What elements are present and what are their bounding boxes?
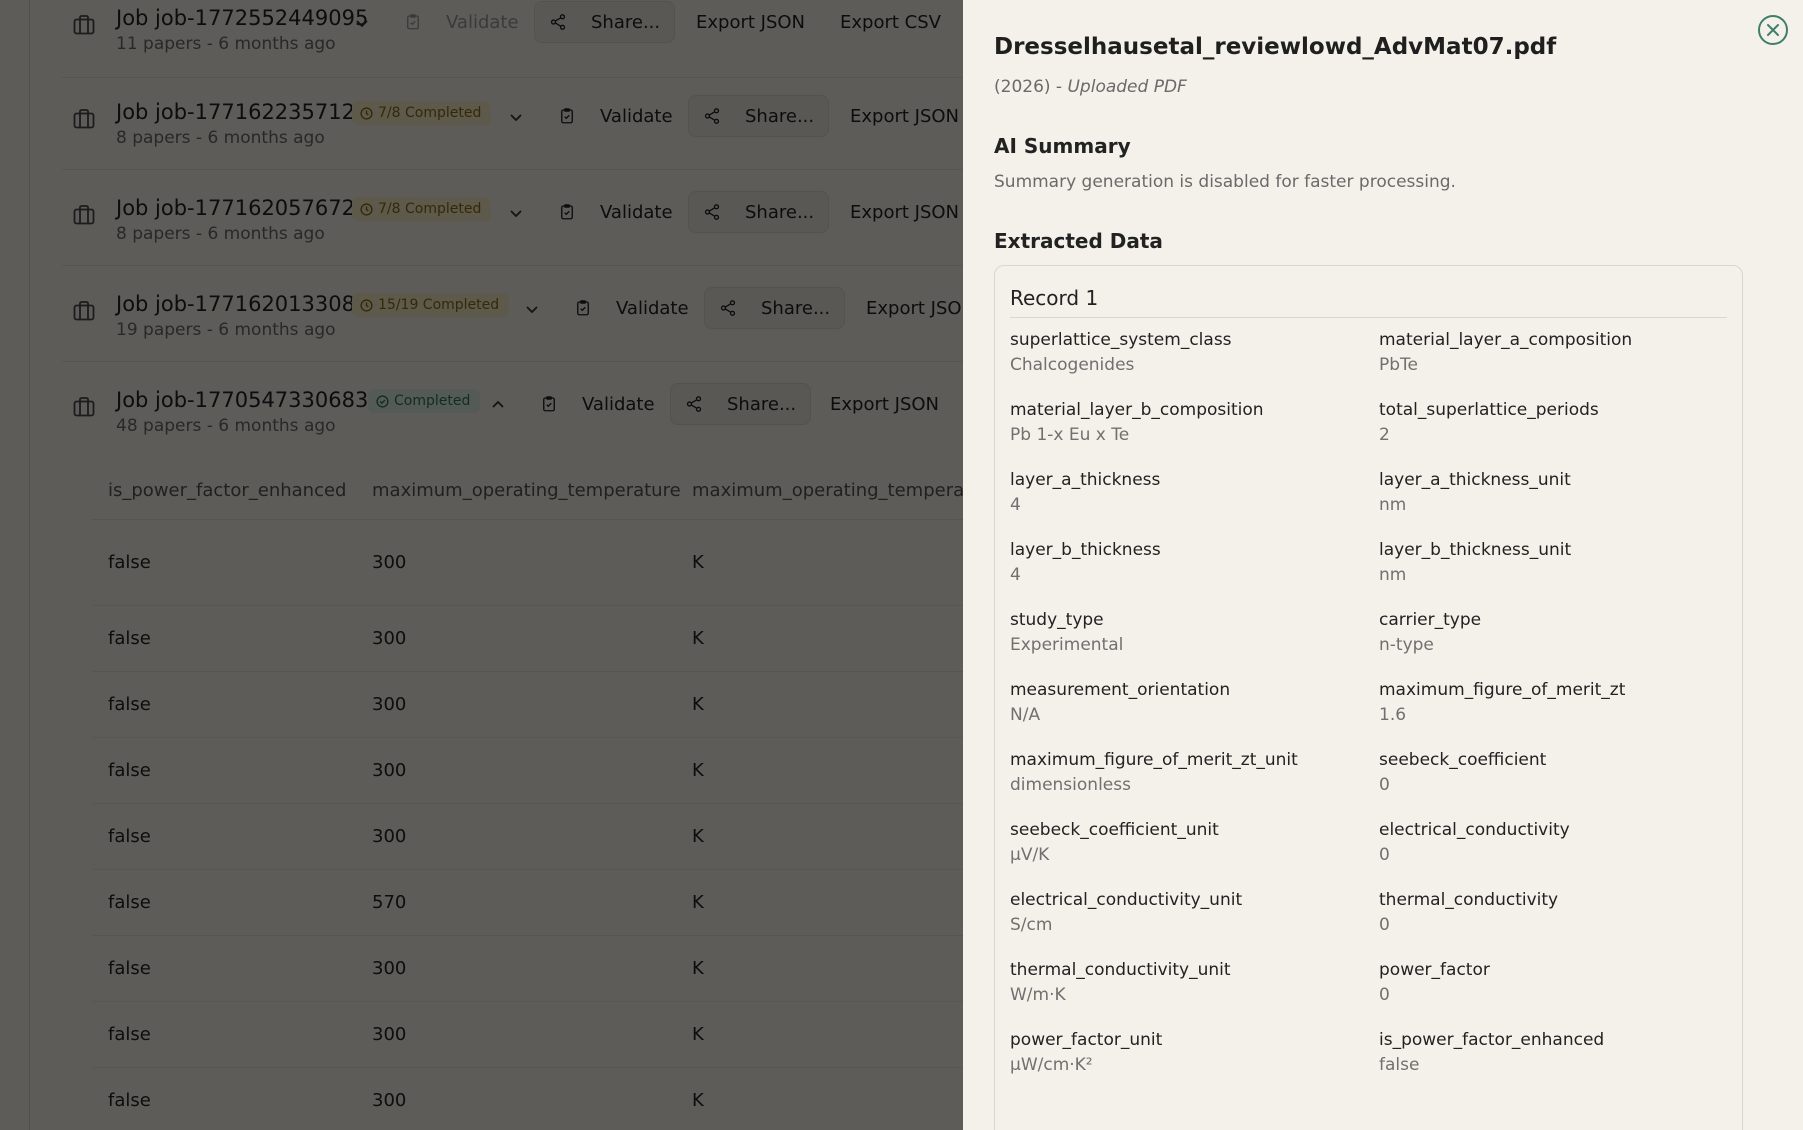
- field-value: 0: [1379, 775, 1390, 795]
- paper-detail-drawer: [963, 0, 1803, 1130]
- field-value: 0: [1379, 985, 1390, 1005]
- field-key: maximum_figure_of_merit_zt_unit: [1010, 750, 1298, 770]
- ai-summary-heading: AI Summary: [994, 134, 1131, 158]
- field-value: W/m·K: [1010, 985, 1066, 1005]
- record-field: [1010, 1030, 1350, 1075]
- field-value: 0: [1379, 915, 1390, 935]
- field-key: superlattice_system_class: [1010, 330, 1232, 350]
- paper-title: Dresselhausetal_reviewlowd_AdvMat07.pdf: [994, 34, 1557, 60]
- record-field: [1379, 540, 1719, 585]
- record-field: [1010, 680, 1350, 725]
- close-drawer-button[interactable]: [1758, 15, 1788, 45]
- paper-year: (2026) -: [994, 77, 1068, 97]
- record-field: [1379, 960, 1719, 1005]
- field-key: seebeck_coefficient_unit: [1010, 820, 1219, 840]
- field-value: S/cm: [1010, 915, 1053, 935]
- field-key: layer_b_thickness_unit: [1379, 540, 1572, 560]
- field-key: carrier_type: [1379, 610, 1482, 630]
- paper-meta: [994, 77, 1187, 97]
- field-value: Experimental: [1010, 635, 1124, 655]
- record-field: [1010, 820, 1350, 865]
- field-value: 1.6: [1379, 705, 1407, 725]
- record-field: [1379, 680, 1719, 725]
- field-key: material_layer_a_composition: [1379, 330, 1633, 350]
- field-value: n-type: [1379, 635, 1434, 655]
- record-field: [1379, 400, 1719, 445]
- field-key: study_type: [1010, 610, 1104, 630]
- field-key: layer_b_thickness: [1010, 540, 1161, 560]
- field-value: 2: [1379, 425, 1390, 445]
- record-field: [1379, 1030, 1719, 1075]
- field-key: power_factor_unit: [1010, 1030, 1163, 1050]
- record-field: [1379, 820, 1719, 865]
- field-key: layer_a_thickness: [1010, 470, 1161, 490]
- field-key: electrical_conductivity: [1379, 820, 1570, 840]
- field-key: seebeck_coefficient: [1379, 750, 1547, 770]
- field-value: 4: [1010, 495, 1021, 515]
- record-divider: [1010, 317, 1727, 318]
- record-field: [1010, 330, 1350, 375]
- field-value: dimensionless: [1010, 775, 1131, 795]
- record-field: [1379, 750, 1719, 795]
- field-value: µW/cm·K²: [1010, 1055, 1093, 1075]
- field-value: 0: [1379, 845, 1390, 865]
- extracted-data-heading: Extracted Data: [994, 229, 1163, 253]
- field-key: measurement_orientation: [1010, 680, 1231, 700]
- field-value: µV/K: [1010, 845, 1050, 865]
- field-value: 4: [1010, 565, 1021, 585]
- field-key: thermal_conductivity: [1379, 890, 1559, 910]
- record-card: [994, 265, 1743, 1130]
- record-title: Record 1: [1010, 286, 1099, 310]
- record-field: [1379, 890, 1719, 935]
- field-key: layer_a_thickness_unit: [1379, 470, 1571, 490]
- field-key: maximum_figure_of_merit_zt: [1379, 680, 1626, 700]
- record-field: [1010, 960, 1350, 1005]
- record-field: [1010, 750, 1350, 795]
- field-value: N/A: [1010, 705, 1041, 725]
- field-key: total_superlattice_periods: [1379, 400, 1599, 420]
- record-field: [1379, 330, 1719, 375]
- record-field: [1010, 890, 1350, 935]
- field-value: PbTe: [1379, 355, 1418, 375]
- close-icon: [1766, 23, 1780, 37]
- ai-summary-text: Summary generation is disabled for faster processing.: [994, 172, 1456, 192]
- field-key: thermal_conductivity_unit: [1010, 960, 1231, 980]
- field-value: Pb 1-x Eu x Te: [1010, 425, 1130, 445]
- field-key: power_factor: [1379, 960, 1490, 980]
- record-field: [1379, 470, 1719, 515]
- record-field: [1379, 610, 1719, 655]
- record-field: [1010, 470, 1350, 515]
- record-field: [1010, 610, 1350, 655]
- paper-source: Uploaded PDF: [1067, 77, 1187, 97]
- field-value: Chalcogenides: [1010, 355, 1135, 375]
- field-key: electrical_conductivity_unit: [1010, 890, 1243, 910]
- field-value: false: [1379, 1055, 1420, 1075]
- field-key: material_layer_b_composition: [1010, 400, 1264, 420]
- record-field: [1010, 400, 1350, 445]
- field-key: is_power_factor_enhanced: [1379, 1030, 1605, 1050]
- field-value: nm: [1379, 565, 1407, 585]
- record-field: [1010, 540, 1350, 585]
- field-value: nm: [1379, 495, 1407, 515]
